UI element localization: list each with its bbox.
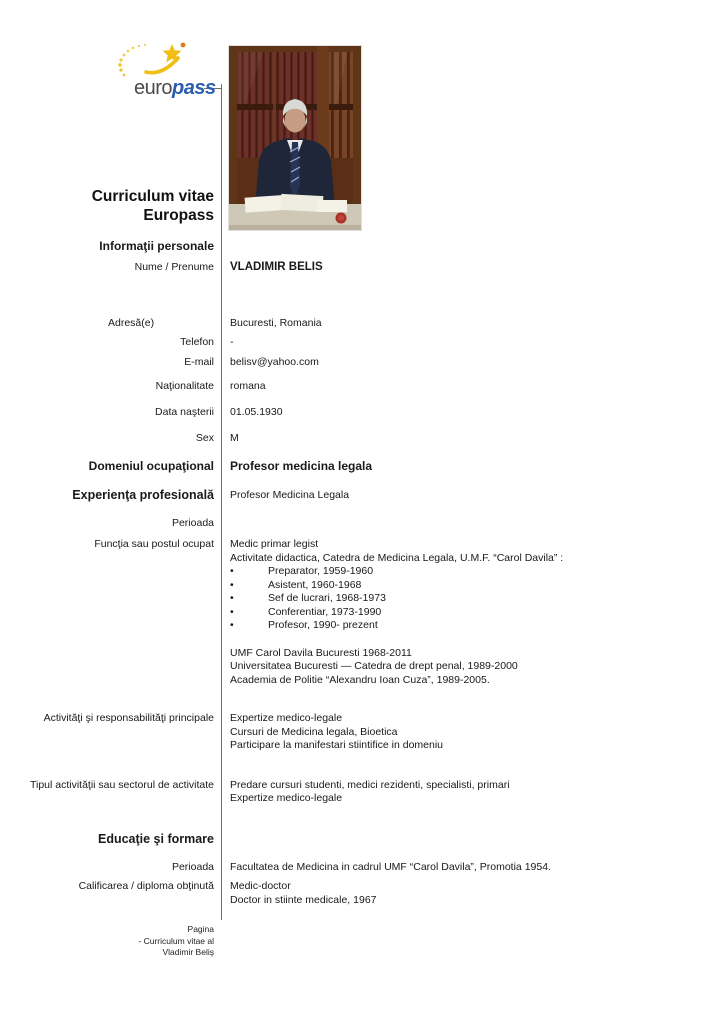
- page-title-line1: Curriculum vitae: [91, 188, 214, 205]
- position-extra-line: Universitatea Bucuresti — Catedra de drept penal, 1989-2000: [230, 660, 518, 672]
- name-label: Nume / Prenume: [134, 261, 214, 273]
- blank-line: [230, 633, 724, 647]
- activities-line: Participare la manifestari stiintifice in domeniu: [230, 739, 444, 751]
- footer-doc-label: - Curriculum vitae al: [138, 935, 214, 946]
- experience-period-label: Perioada: [171, 516, 214, 529]
- position-line: Medic primar legist: [230, 538, 319, 550]
- position-bullet-item: [230, 619, 724, 633]
- experience-header-value: Profesor Medicina Legala: [230, 488, 350, 501]
- position-extra-line: Academia de Politie “Alexandru Ioan Cuza”, 1989-2005.: [230, 673, 490, 686]
- bullet-icon: •: [230, 578, 234, 591]
- education-period-label: Perioada: [171, 860, 214, 873]
- footer-author: Vladimir Beliş: [162, 947, 214, 957]
- address-label: Adresă(e): [108, 316, 155, 329]
- activities-line: Expertize medico-legale: [230, 712, 343, 724]
- bullet-text: Conferentiar, 1973-1990: [268, 605, 382, 618]
- activity-type-value-block: [230, 779, 724, 806]
- bullet-text: Preparator, 1959-1960: [268, 565, 374, 577]
- position-bullet-item: [230, 606, 724, 620]
- name-value: VLADIMIR BELIS: [230, 261, 323, 273]
- position-bullet-item: [230, 592, 724, 606]
- qualification-value-block: [230, 880, 724, 907]
- position-extra-line: UMF Carol Davila Bucuresti 1968-2011: [230, 646, 412, 659]
- address-value: Bucuresti, Romania: [230, 316, 322, 329]
- bullet-icon: •: [230, 619, 234, 631]
- email-label: E-mail: [184, 355, 214, 368]
- bullet-icon: •: [230, 605, 234, 618]
- position-line: Activitate didactica, Catedra de Medicina Legala, U.M.F. “Carol Davila” :: [230, 551, 564, 564]
- phone-label: Telefon: [180, 336, 214, 348]
- section-education-header: Educaţie şi formare: [97, 831, 214, 846]
- occupational-value: Profesor medicina legala: [230, 458, 373, 473]
- email-value: belisv@yahoo.com: [230, 355, 319, 368]
- sex-label: Sex: [195, 432, 214, 444]
- bullet-icon: •: [230, 565, 234, 577]
- bullet-icon: •: [230, 592, 234, 604]
- logo-pass-text: pass: [172, 77, 216, 99]
- bullet-text: Sef de lucrari, 1968-1973: [268, 592, 386, 604]
- section-experience-header: Experienţa profesională: [72, 487, 214, 502]
- page-title: [0, 187, 214, 225]
- sex-value: M: [230, 432, 239, 444]
- qualification-label: Calificarea / diploma obţinută: [78, 880, 214, 892]
- logo-euro-text: euro: [134, 77, 173, 99]
- page-title-line2: Europass: [143, 207, 214, 224]
- activities-label: Activităţi şi responsabilităţi principale: [43, 712, 214, 724]
- qualification-line: Doctor in stiinte medicale, 1967: [230, 893, 377, 906]
- page-footer: [0, 924, 214, 959]
- position-bullet-item: [230, 565, 724, 579]
- activity-type-line: Predare cursuri studenti, medici rezidenti, specialisti, primari: [230, 778, 510, 791]
- occupational-label: Domeniul ocupaţional: [88, 458, 214, 473]
- phone-value: -: [230, 336, 234, 348]
- birthdate-value: 01.05.1930: [230, 405, 283, 418]
- qualification-line: Medic-doctor: [230, 880, 291, 892]
- education-period-value: Facultatea de Medicina in cadrul UMF “Carol Davila”, Promotia 1954.: [230, 860, 551, 873]
- birthdate-label: Data naşterii: [155, 405, 214, 418]
- bullet-text: Asistent, 1960-1968: [268, 578, 362, 591]
- position-bullet-item: [230, 579, 724, 593]
- nationality-value: romana: [230, 380, 266, 392]
- activities-line: Cursuri de Medicina legala, Bioetica: [230, 725, 398, 738]
- activity-type-label: Tipul activităţii sau sectorul de activitate: [29, 778, 214, 791]
- nationality-label: Naţionalitate: [155, 380, 214, 392]
- section-personal-header: Informaţii personale: [99, 239, 214, 253]
- position-value-block: [230, 538, 724, 687]
- activity-type-line: Expertize medico-legale: [230, 792, 343, 804]
- footer-page-label: Pagina: [187, 924, 214, 934]
- position-label: Funcţia sau postul ocupat: [94, 538, 214, 550]
- bullet-text: Profesor, 1990- prezent: [268, 619, 378, 631]
- activities-value-block: [230, 712, 724, 753]
